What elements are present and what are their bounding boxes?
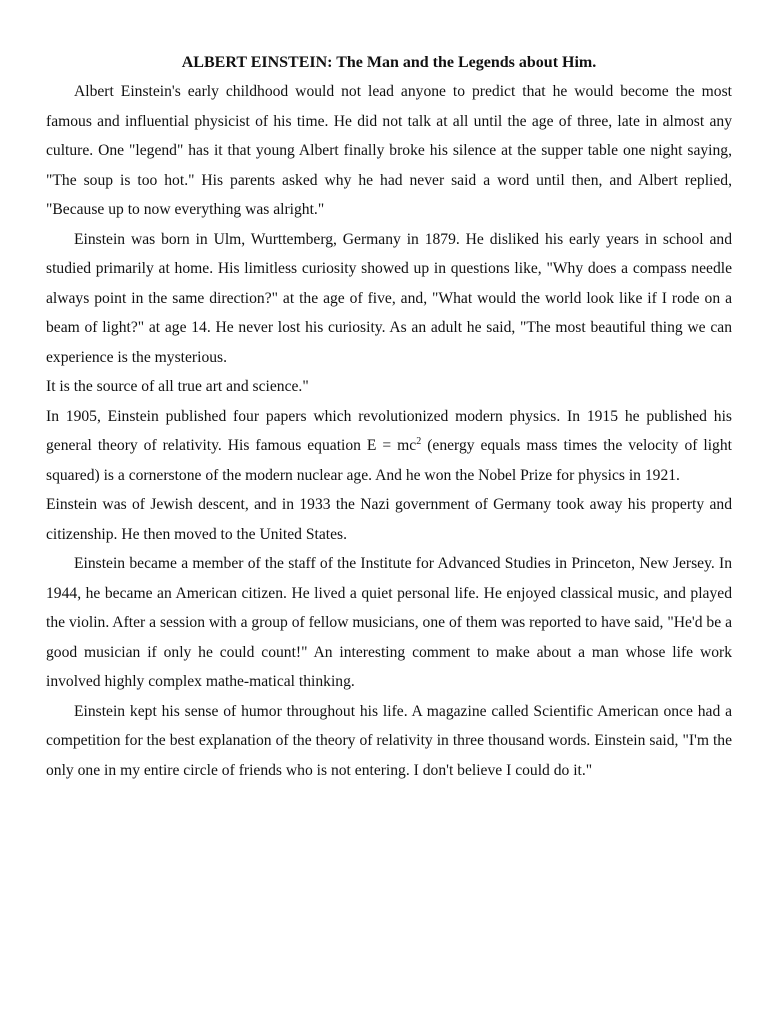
paragraph-princeton: Einstein became a member of the staff of the Institute for Advanced Studies in Princeton, New Jersey. In 1944, he became an American citizen. He lived a quiet personal life. He enjoyed classical music, and played the violin. After a session with a group of fellow musicians, one of them was reported to have said, "He'd be a good musician if only he could count!" An interesting comment to make about a man whose life work involved highly complex mathe-matical thinking. (46, 555, 732, 690)
document-title: ALBERT EINSTEIN: The Man and the Legends about Him. (181, 54, 597, 71)
paragraph-birth-curiosity: Einstein was born in Ulm, Wurttemberg, Germany in 1879. He disliked his early years in school and studied primarily at home. His limitless curiosity showed up in questions like, "Why does a compass needle always point in the same direction?" at the age of five, and, "What would the world look like if I rode on a beam of light?" at age 14. He never lost his curiosity. As an adult he said, "The most beautiful thing we can experience is the mysterious. (46, 230, 732, 366)
paragraph-childhood: Albert Einstein's early childhood would not lead anyone to predict that he would become the most famous and influential physicist of his time. He did not talk at all until the age of three, late in almost any culture. One "legend" has it that young Albert finally broke his silence at the supper table one night saying, "The soup is too hot." His parents asked why he had never said a word until then, and Albert replied, "Because up to now everything was alright." (46, 83, 732, 218)
paragraph-physics-papers (46, 402, 732, 491)
paragraph-jewish-descent: Einstein was of Jewish descent, and in 1933 the Nazi government of Germany took away his property and citizenship. He then moved to the United States. (46, 496, 732, 543)
equation-text-after: (energy equals mass times the velocity of light squared) is a cornerstone of the modern nuclear age. And he won the Nobel Prize for physics in 1921. (46, 437, 732, 484)
document-page (46, 52, 732, 785)
equation-superscript: 2 (416, 436, 422, 447)
paragraph-quote-continuation: It is the source of all true art and science." (46, 378, 309, 395)
paragraph-humor: Einstein kept his sense of humor throughout his life. A magazine called Scientific American once had a competition for the best explanation of the theory of relativity in three thousand words. Einstein said, "I'm the only one in my entire circle of friends who is not entering. I don't believe I could do it." (46, 702, 732, 779)
equation-text-before: In 1905, Einstein published four papers which revolutionized modern physics. In 1915 he published his general theory of relativity. His famous equation E = mc (46, 407, 732, 454)
